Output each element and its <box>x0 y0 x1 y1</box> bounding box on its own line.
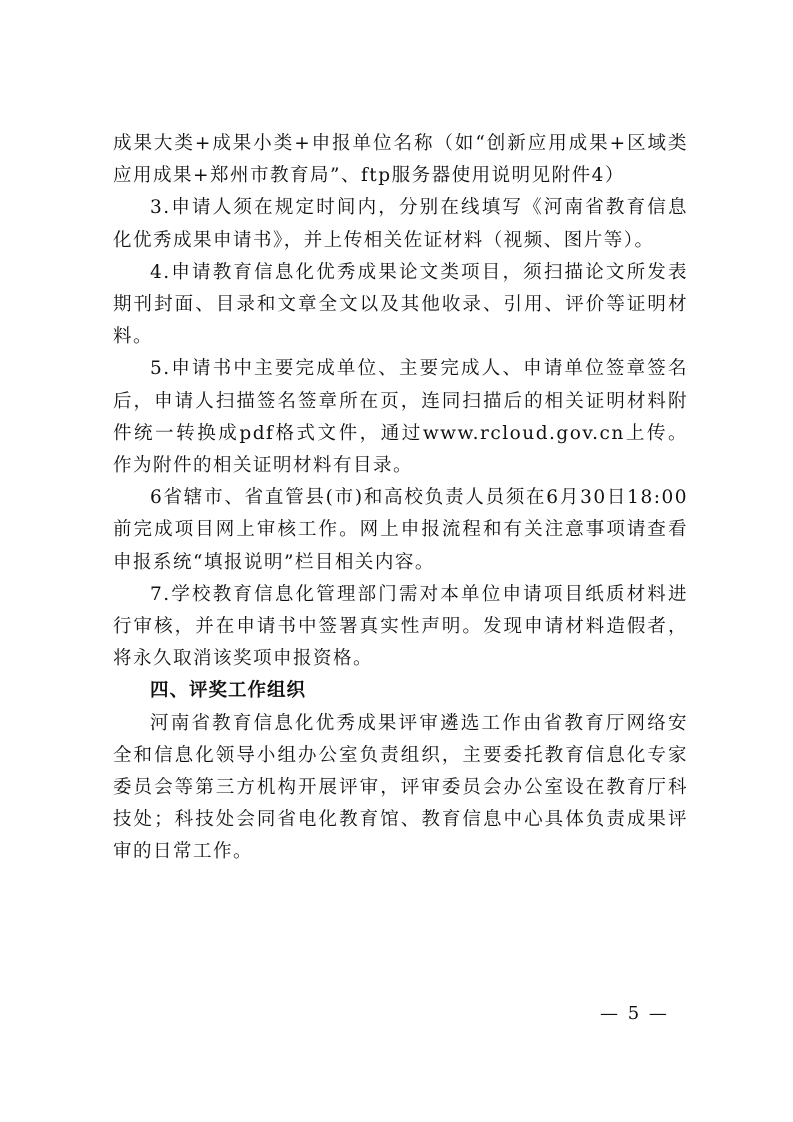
paragraph-item-7: 7.学校教育信息化管理部门需对本单位申请项目纸质材料进行审核，并在申请书中签署真实性声明。发现申请材料造假者，将永久取消该奖项申报资格。 <box>113 583 688 670</box>
paragraph-item-4: 4.申请教育信息化优秀成果论文类项目，须扫描论文所发表期刊封面、目录和文章全文以及其他收录、引用、评价等证明材料。 <box>113 261 688 348</box>
page-number: — 5 — <box>600 1003 669 1024</box>
paragraph-item-3: 3.申请人须在规定时间内，分别在线填写《河南省教育信息化优秀成果申请书》，并上传相关佐证材料（视频、图片等）。 <box>113 197 688 251</box>
paragraph-item-6: 6省辖市、省直管县(市)和高校负责人员须在6月30日18:00前完成项目网上审核工作。网上申报流程和有关注意事项请查看申报系统“填报说明”栏目相关内容。 <box>113 487 688 573</box>
document-body <box>113 128 688 869</box>
section-paragraph: 河南省教育信息化优秀成果评审遴选工作由省教育厅网络安全和信息化领导小组办公室负责组织，主要委托教育信息化专家委员会等第三方机构开展评审，评审委员会办公室设在教育厅科技处；科技处会同省电化教育馆、教育信息中心具体负责成果评审的日常工作。 <box>113 712 688 863</box>
paragraph-continuation: 成果大类+成果小类+申报单位名称（如“创新应用成果+区域类应用成果+郑州市教育局”、ftp服务器使用说明见附件4） <box>113 133 688 187</box>
paragraph-item-5: 5.申请书中主要完成单位、主要完成人、申请单位签章签名后，申请人扫描签名签章所在页，连同扫描后的相关证明材料附件统一转换成pdf格式文件，通过www.rcloud.gov.cn上传。作为附件的相关证明材料有目录。 <box>113 358 688 477</box>
section-heading: 四、评奖工作组织 <box>150 680 307 702</box>
